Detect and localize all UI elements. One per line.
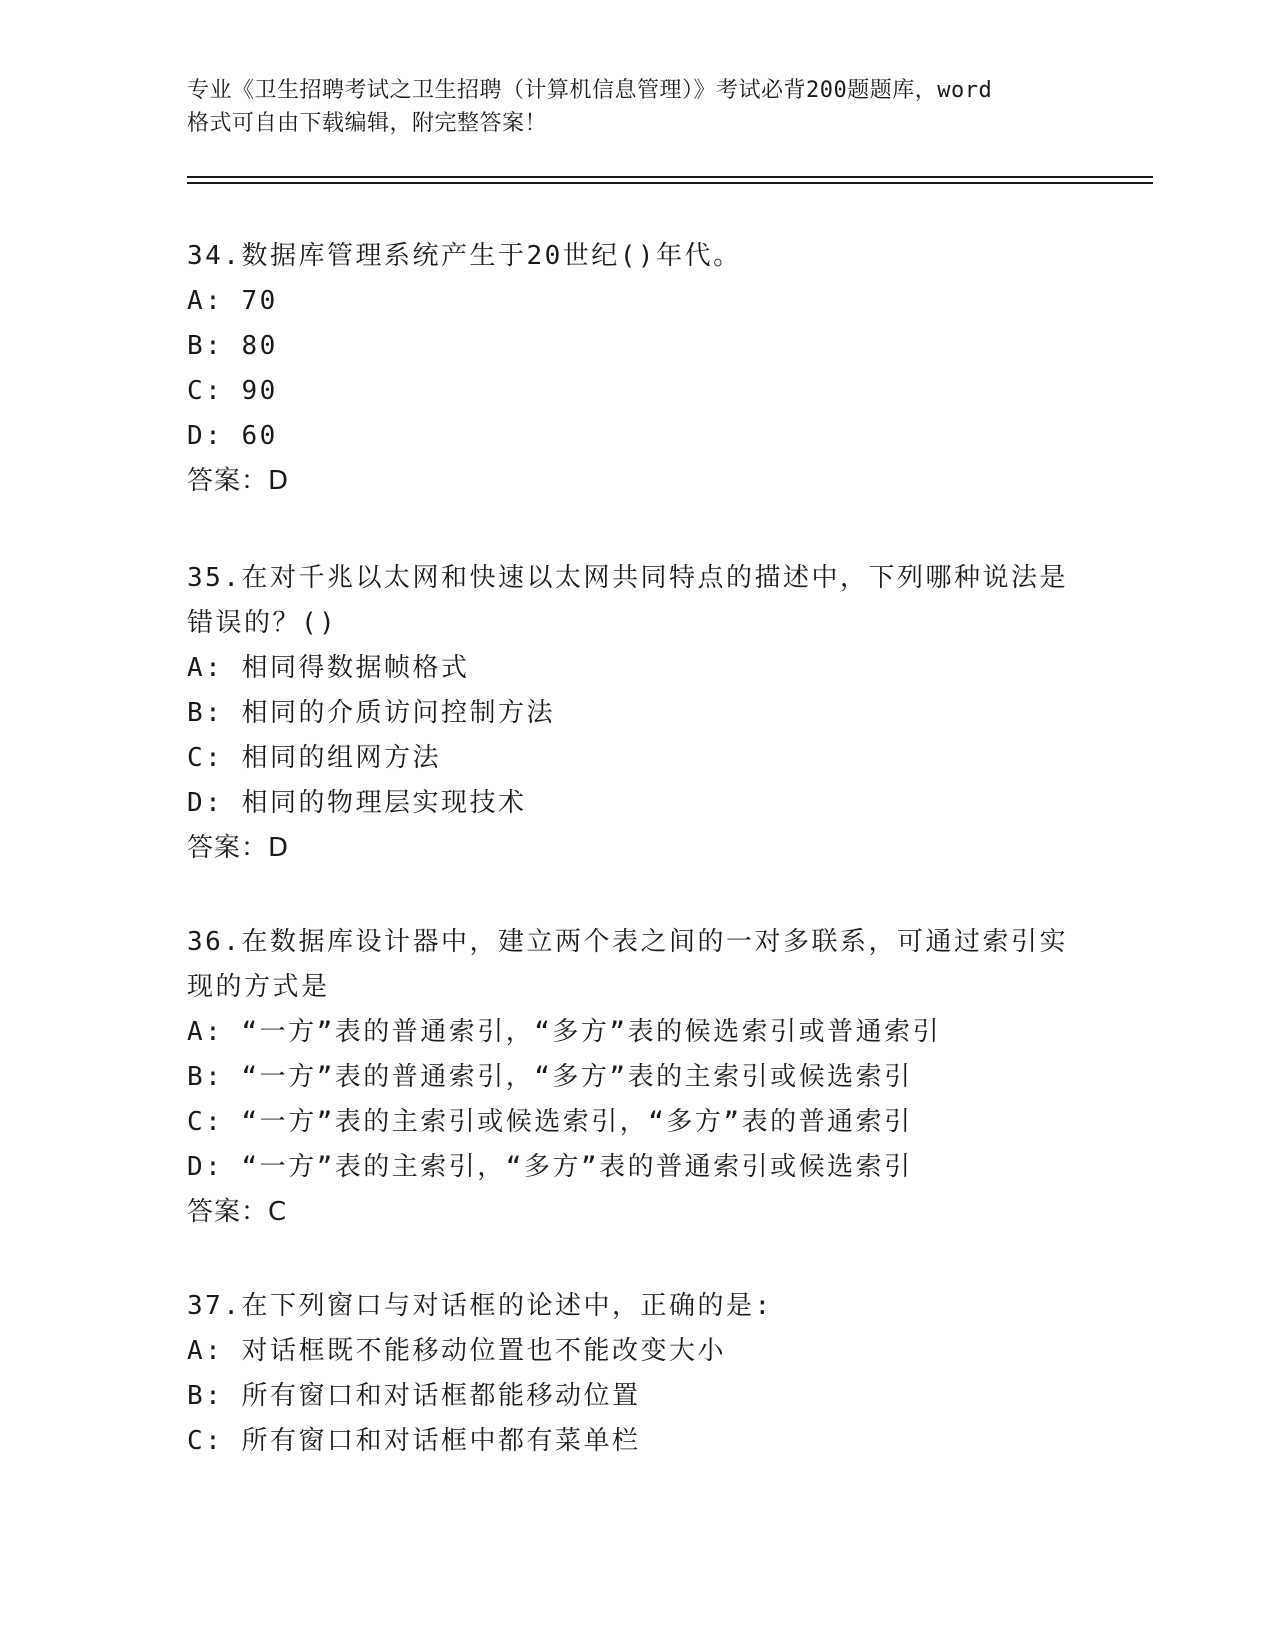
option-c: C: 90 [187,376,278,406]
option-c: C: 所有窗口和对话框中都有菜单栏 [187,1426,641,1456]
question-stem: 36.在数据库设计器中，建立两个表之间的一对多联系，可通过索引实 [187,927,1068,957]
option-b: B: 所有窗口和对话框都能移动位置 [187,1381,641,1411]
answer: 答案：D [187,466,290,496]
question-36 [187,920,1087,1235]
question-stem: 37.在下列窗口与对话框的论述中，正确的是: [187,1291,773,1321]
answer: 答案：D [187,833,290,863]
header-divider-bottom [187,182,1153,184]
option-a: A: 相同得数据帧格式 [187,653,470,683]
option-b: B: 相同的介质访问控制方法 [187,698,555,728]
question-stem-continued: 错误的？() [187,608,338,638]
header-divider-top [187,176,1153,178]
question-stem: 35.在对千兆以太网和快速以太网共同特点的描述中，下列哪种说法是 [187,563,1068,593]
option-c: C: 相同的组网方法 [187,743,441,773]
option-d: D: “一方”表的主索引，“多方”表的普通索引或候选索引 [187,1152,913,1182]
question-stem: 34.数据库管理系统产生于20世纪()年代。 [187,241,742,271]
question-stem-continued: 现的方式是 [187,972,330,1002]
answer: 答案：C [187,1197,288,1227]
option-d: D: 60 [187,421,278,451]
document-header [187,74,1087,140]
option-b: B: “一方”表的普通索引，“多方”表的主索引或候选索引 [187,1062,913,1092]
question-35 [187,556,1087,871]
header-line-1: 专业《卫生招聘考试之卫生招聘（计算机信息管理）》考试必背200题题库，word [187,78,993,103]
question-37 [187,1284,1087,1464]
option-b: B: 80 [187,331,278,361]
option-d: D: 相同的物理层实现技术 [187,788,527,818]
option-c: C: “一方”表的主索引或候选索引，“多方”表的普通索引 [187,1107,913,1137]
question-34 [187,234,1087,504]
option-a: A: “一方”表的普通索引，“多方”表的候选索引或普通索引 [187,1017,942,1047]
option-a: A: 对话框既不能移动位置也不能改变大小 [187,1336,726,1366]
option-a: A: 70 [187,286,278,316]
header-line-2: 格式可自由下载编辑，附完整答案！ [187,111,548,136]
